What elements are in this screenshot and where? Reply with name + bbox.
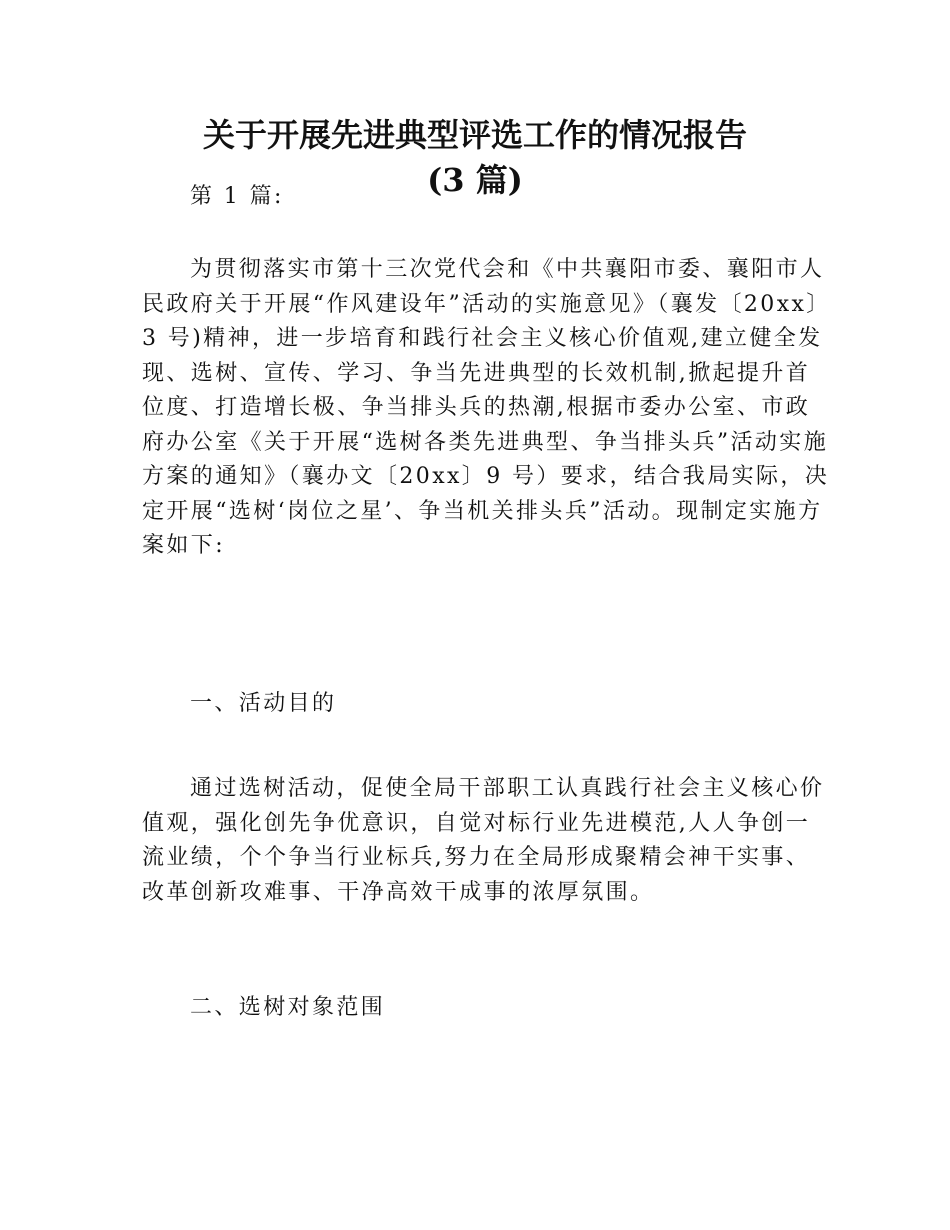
section-heading-purpose: 一、活动目的 — [190, 691, 337, 716]
intro-paragraph: 为贯彻落实市第十三次党代会和《中共襄阳市委、襄阳市人民政府关于开展“作风建设年”活动的实施意见》（襄发〔20xx〕3 号)精神，进一步培育和践行社会主义核心价值观,建立健全发现、选树、宣传、学习、争当先进典型的长效机制,掀起提升首位度、打造增长极、争当排头兵的热潮,根据市委办公室、市政府办公室《关于开展“选树各类先进典型、争当排头兵”活动实施方案的通知》（襄办文〔20xx〕9 号）要求，结合我局实际，决定开展“选树‘岗位之星’、争当机关排头兵”活动。现制定实施方案如下: — [142, 257, 831, 558]
document-title-count: (3 篇) — [427, 161, 523, 199]
section-heading-scope: 二、选树对象范围 — [190, 995, 386, 1020]
document-title: 关于开展先进典型评选工作的情况报告 — [202, 116, 747, 154]
part-label: 第 1 篇: — [190, 184, 284, 209]
purpose-paragraph: 通过选树活动，促使全局干部职工认真践行社会主义核心价值观，强化创先争优意识，自觉对标行业先进模范,人人争创一流业绩，个个争当行业标兵,努力在全局形成聚精会神干实事、改革创新攻难事、干净高效干成事的浓厚氛围。 — [142, 776, 825, 905]
